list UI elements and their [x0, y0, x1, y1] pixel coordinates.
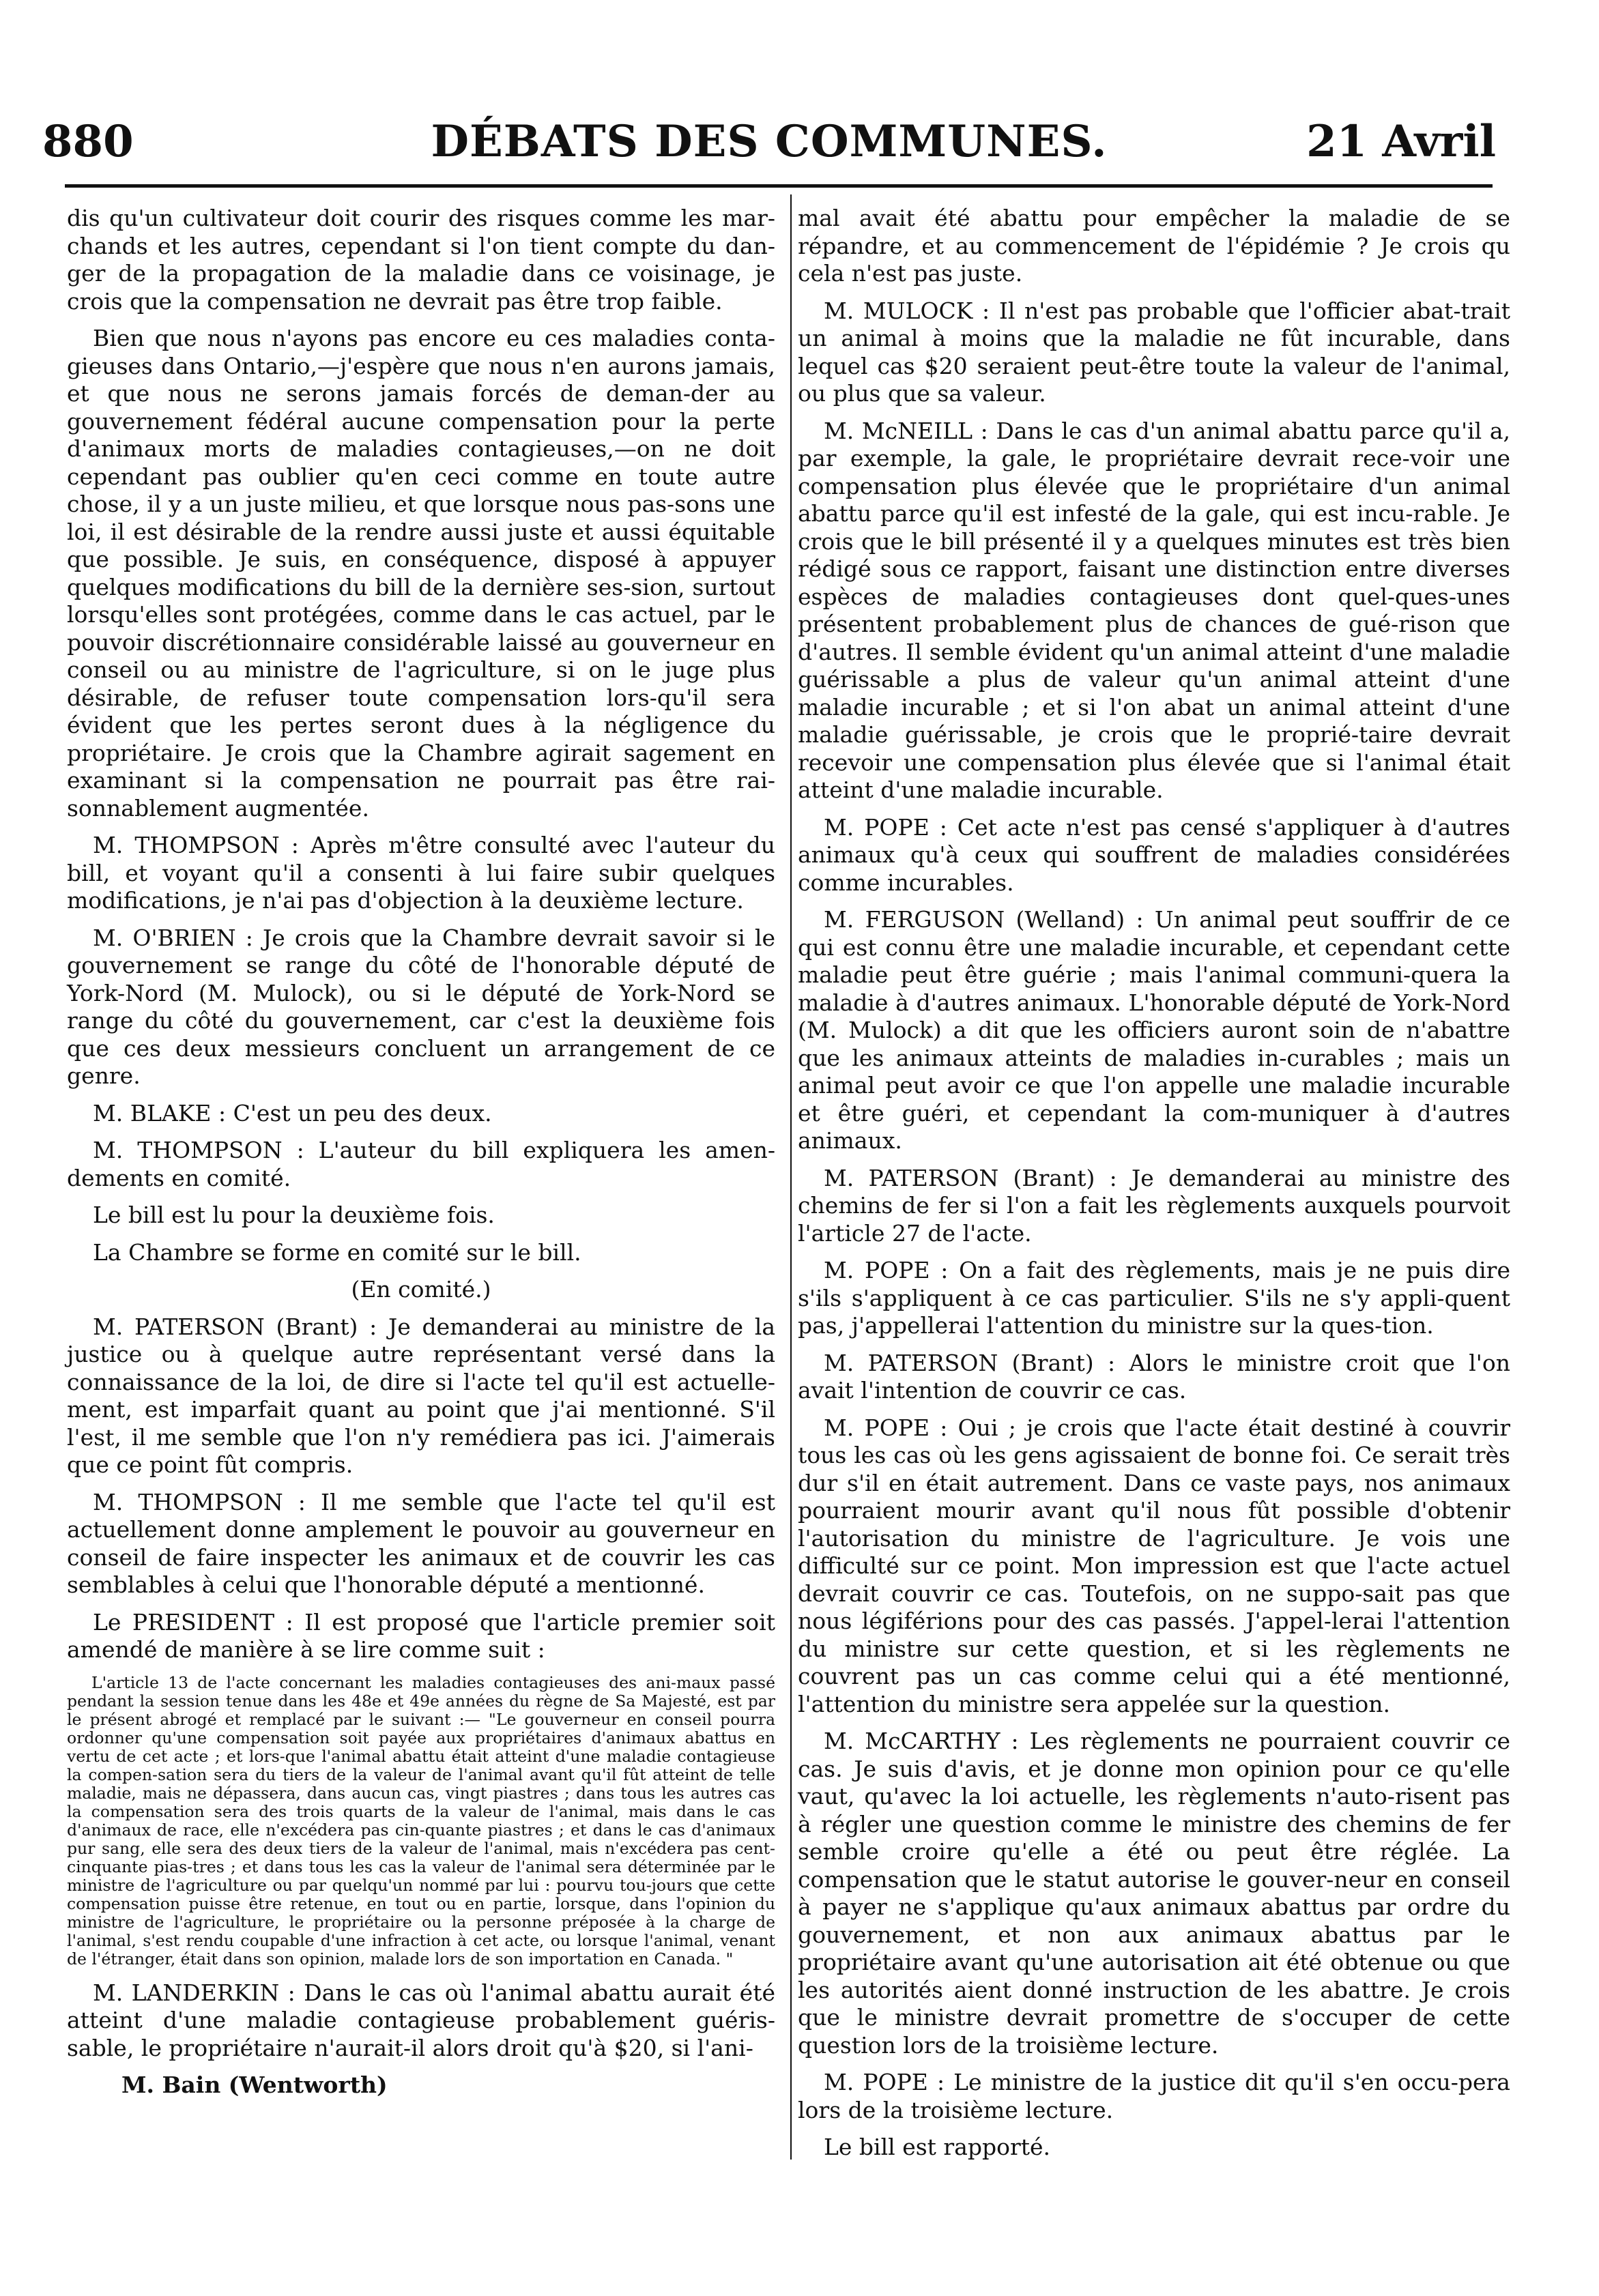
right-column — [798, 205, 1510, 2171]
page-header — [42, 116, 1496, 177]
committee-heading: (En comité.) — [351, 1276, 491, 1303]
speech-paragraph: M. POPE : Le ministre de la justice dit qu'il s'en occu-pera lors de la troisième lecture. — [798, 2069, 1510, 2123]
handwritten-signature: M. Bain (Wentworth) — [121, 2072, 388, 2098]
page-title: DÉBATS DES COMMUNES. — [431, 116, 1108, 167]
speech-paragraph: M. THOMPSON : L'auteur du bill expliquera les amen-dements en comité. — [67, 1137, 775, 1191]
speech-paragraph: M. THOMPSON : Après m'être consulté avec l'auteur du bill, et voyant qu'il a consenti à lui faire subir quelques modifications, je n'ai pas d'objection à la deuxième lecture. — [67, 832, 775, 914]
speech-paragraph: M. O'BRIEN : Je crois que la Chambre devrait savoir si le gouvernement se range du côté de l'honorable député de York-Nord (M. Mulock), ou si le député de York-Nord se range du côté du gouvernement, car c'est la deuxième fois que ces deux messieurs concluent un arrangement de ce genre. — [67, 924, 775, 1089]
speech-paragraph: Le PRESIDENT : Il est proposé que l'article premier soit amendé de manière à se lire comme suit : — [67, 1608, 775, 1663]
paragraph: mal avait été abattu pour empêcher la maladie de se répandre, et au commencement de l'épidémie ? Je crois qu cela n'est pas juste. — [798, 205, 1510, 287]
procedure-line: Le bill est rapporté. — [824, 2134, 1051, 2160]
speech-paragraph: M. LANDERKIN : Dans le cas où l'animal abattu aurait été atteint d'une maladie contagieuse probablement guéris-sable, le propriétaire n'aurait-il alors droit qu'à $20, si l'ani- — [67, 1979, 775, 2061]
speech-paragraph: M. FERGUSON (Welland) : Un animal peut souffrir de ce qui est connu être une maladie incurable, et cependant cette maladie peut être guérie ; mais l'animal communi-quera la maladie à d'autres animaux. L'honorable député de York-Nord (M. Mulock) a dit que les officiers auront soin de n'abattre que les animaux atteints de maladies in-curables ; mais un animal peut avoir ce que l'on appelle une maladie incurable et être guéri, et cependant la com-muniquer à d'autres animaux. — [798, 906, 1510, 1154]
quoted-clause — [67, 1674, 775, 1968]
procedure-line: La Chambre se forme en comité sur le bill. — [93, 1238, 581, 1266]
speech-paragraph: M. POPE : Cet acte n'est pas censé s'appliquer à d'autres animaux qu'à ceux qui souffrent de maladies considérées comme incurables. — [798, 813, 1510, 896]
page-date: 21 Avril — [1306, 116, 1496, 167]
paragraph: dis qu'un cultivateur doit courir des risques comme les mar-chands et les autres, cependant si l'on tient compte du dan-ger de la propagation de la maladie dans ce voisinage, je crois que la compensation ne devrait pas être trop faible. — [67, 205, 775, 315]
procedure-line: Le bill est lu pour la deuxième fois. — [93, 1202, 495, 1228]
speech-paragraph: M. MULOCK : Il n'est pas probable que l'officier abat-trait un animal à moins que la maladie ne fût incurable, dans lequel cas $20 seraient peut-être toute la valeur de l'animal, ou plus que sa valeur. — [798, 297, 1510, 407]
speech-paragraph: M. POPE : Oui ; je crois que l'acte était destiné à couvrir tous les cas où les gens agissaient de bonne foi. Ce serait très dur s'il en était autrement. Dans ce vaste pays, nos animaux pourraient mourir avant qu'il nous fût possible d'obtenir l'autorisation du ministre de l'agriculture. Je vois une difficulté sur ce point. Mon impression est que l'acte actuel devrait couvrir ce cas. Toutefois, on ne suppo-sait pas que nous légiférions pour des cas passés. J'appel-lerai l'attention du ministre sur cette question, et si les règlements ne couvrent pas un cas comme celui qui a été mentionné, l'attention du ministre sera appelée sur la question. — [798, 1414, 1510, 1717]
speech-paragraph: M. McCARTHY : Les règlements ne pourraient couvrir ce cas. Je suis d'avis, et je donne mon opinion pour ce qu'elle vaut, qu'avec la loi actuelle, les règlements n'auto-risent pas à régler une question comme le ministre des chemins de fer semble croire qu'elle a été ou peut être réglée. La compensation que le statut autorise le gouver-neur en conseil à payer ne s'applique qu'aux animaux abattus par ordre du gouvernement, et non aux animaux abattus par le propriétaire avant qu'une autorisation ait été obtenue ou que les autorités aient donné instruction de les abattre. Je crois que le ministre devrait promettre de s'occuper de cette question lors de la troisième lecture. — [798, 1728, 1510, 2059]
header-rule — [65, 184, 1493, 188]
speech-paragraph: M. POPE : On a fait des règlements, mais je ne puis dire s'ils s'appliquent à ce cas particulier. S'ils ne s'y appli-quent pas, j'appellerai l'attention du ministre sur la ques-tion. — [798, 1257, 1510, 1339]
speech-paragraph: M. BLAKE : C'est un peu des deux. — [93, 1099, 492, 1127]
speech-paragraph: M. PATERSON (Brant) : Je demanderai au ministre des chemins de fer si l'on a fait les règlements auxquels pourvoit l'article 27 de l'acte. — [798, 1164, 1510, 1247]
speech-paragraph: M. THOMPSON : Il me semble que l'acte tel qu'il est actuellement donne amplement le pouvoir au gouverneur en conseil de faire inspecter les animaux et de couvrir les cas semblables à celui que l'honorable député a mentionné. — [67, 1488, 775, 1598]
left-column — [67, 205, 775, 2109]
quoted-clause-text: L'article 13 de l'acte concernant les maladies contagieuses des ani-maux passé pendant la session tenue dans les 48e et 49e années du règne de Sa Majesté, est par le présent abrogé et remplacé par le suivant :— "Le gouverneur en conseil pourra ordonner qu'une compensation soit payée aux propriétaires d'animaux abattus en vertu de cet acte ; et lors-que l'animal abattu était atteint d'une maladie contagieuse la compen-sation sera du tiers de la valeur de l'animal avant qu'il fût atteint de telle maladie, mais ne dépassera, dans aucun cas, vingt piastres ; dans tous les autres cas la compensation sera des trois quarts de la valeur de l'animal, mais dans le cas d'animaux de race, elle n'excédera pas cin-quante piastres ; et dans le cas d'animaux pur sang, elle sera des deux tiers de la valeur de l'animal, mais n'excédera pas cent-cinquante pias-tres ; et dans tous les cas la valeur de l'animal sera déterminée par le ministre de l'agriculture ou par quelqu'un nommé par lui : pourvu tou-jours que cette compensation puisse être retenue, en tout ou en partie, lorsque, dans l'opinion du ministre de l'agriculture, le propriétaire ou la personne préposée à la charge de l'animal, s'est rendu coupable d'une infraction à cet acte, ou lorsque l'animal, venant de l'étranger, était dans son opinion, malade lors de son importation en Canada. " — [67, 1672, 775, 1968]
paragraph: Bien que nous n'ayons pas encore eu ces maladies conta-gieuses dans Ontario,—j'espère que nous n'en aurons jamais, et que nous ne serons jamais forcés de deman-der au gouvernement fédéral aucune compensation pour la perte d'animaux morts de maladies contagieuses,—on ne doit cependant pas oublier qu'en ceci comme en toute autre chose, il y a un juste milieu, et que lorsque nous pas-sons une loi, il est désirable de la rendre aussi juste et aussi équitable que possible. Je suis, en conséquence, disposé à appuyer quelques modifications du bill de la dernière ses-sion, surtout lorsqu'elles sont protégées, comme dans le cas actuel, par le pouvoir discrétionnaire considérable laissé au gouverneur en conseil ou au ministre de l'agriculture, si on le juge plus désirable, de refuser toute compensation lors-qu'il sera évident que les pertes seront dues à la négligence du propriétaire. Je crois que la Chambre agirait sagement en examinant si la compensation ne pourrait pas être rai-sonnablement augmentée. — [67, 325, 775, 822]
speech-paragraph: M. PATERSON (Brant) : Je demanderai au ministre de la justice ou à quelque autre représentant versé dans la connaissance de la loi, de dire si l'acte tel qu'il est actuelle-ment, est imparfait quant au point que j'ai mentionné. S'il l'est, il me semble que l'on n'y remédiera pas ici. J'aimerais que ce point fût compris. — [67, 1313, 775, 1478]
speech-paragraph: M. McNEILL : Dans le cas d'un animal abattu parce qu'il a, par exemple, la gale, le propriétaire devrait rece-voir une compensation plus élevée que le propriétaire d'un animal abattu parce qu'il est infesté de la gale, qui est incu-rable. Je crois que le bill présenté il y a quelques minutes est très bien rédigé sous ce rapport, faisant une distinction entre diverses espèces de maladies contagieuses dont quel-ques-unes présentent probablement plus de chances de gué-rison que d'autres. Il semble évident qu'un animal atteint d'une maladie guérissable a plus de valeur qu'un animal atteint d'une maladie incurable ; et si l'on abat un animal atteint d'une maladie guérissable, je crois que le proprié-taire devrait recevoir une compensation plus élevée que si l'animal était atteint d'une maladie incurable. — [798, 417, 1510, 803]
speech-paragraph: M. PATERSON (Brant) : Alors le ministre croit que l'on avait l'intention de couvrir ce cas. — [798, 1349, 1510, 1404]
column-divider — [790, 194, 792, 2160]
page-number: 880 — [42, 116, 134, 167]
